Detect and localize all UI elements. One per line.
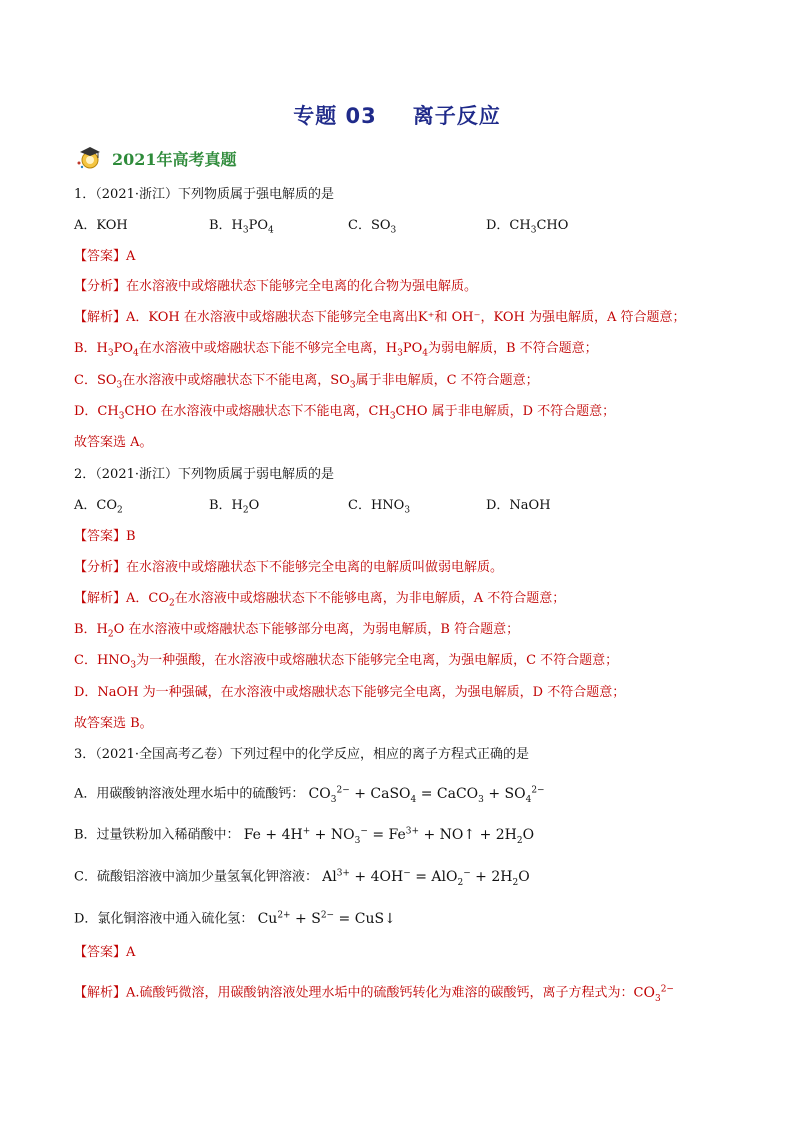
q2-option-c: C．$HNO_3$ (348, 498, 411, 516)
q1-option-a: A．KOH (74, 218, 128, 233)
q1-analysis: 【分析】在水溶液中或熔融状态下能够完全电离的化合物为强电解质。 (74, 279, 478, 294)
q3-equation-d: $Cu^{2+} + S^{2-}$ = CuS↓ (257, 910, 396, 927)
q2-explain-b: B．$H_2O$ 在水溶液中或熔融状态下能够部分电离，为弱电解质，B 符合题意； (74, 622, 520, 640)
section-label: 2021年高考真题 (112, 149, 237, 169)
q3-option-b: B．过量铁粉加入稀硝酸中： $Fe + 4H^+ + NO_3^- = Fe^{3+}$ + NO↑ + $2H_2O$ (74, 826, 535, 846)
q3-option-d: D．氯化铜溶液中通入硫化氢： $Cu^{2+} + S^{2-}$ = CuS↓ (74, 910, 396, 927)
q2-option-a: A．$CO_2$ (74, 498, 123, 516)
q1-option-d: D．$CH_3CHO$ (486, 218, 569, 236)
q1-explain-c: C．$SO_3$在水溶液中或熔融状态下不能电离，$SO_3$属于非电解质，C 不符合题意； (74, 373, 539, 391)
q1-explain-b: B．$H_3PO_4$在水溶液中或熔融状态下能不够完全电离，$H_3PO_4$为弱电解质，B 不符合题意； (74, 341, 598, 359)
section-header (74, 144, 237, 172)
q1-answer: 【答案】A (74, 249, 136, 264)
q3-option-a: A．用碳酸钠溶液处理水垢中的硫酸钙： $CO_3^{2-}$ + CaSO$_4$ = CaCO$_3$ + $SO_4^{2-}$ (74, 785, 545, 805)
q3-stem: 3．（2021·全国高考乙卷）下列过程中的化学反应，相应的离子方程式正确的是 (74, 747, 529, 762)
graduation-cap-icon (74, 145, 104, 171)
q2-explain-a: 【解析】A．$CO_2$在水溶液中或熔融状态下不能够电离，为非电解质，A 不符合题意； (74, 591, 566, 609)
q3-explain-a: 【解析】A.硫酸钙微溶，用碳酸钠溶液处理水垢中的硫酸钙转化为难溶的碳酸钙，离子方程式为：$CO_3^{2-}$ (74, 984, 674, 1004)
q3-equation-a: $CO_3^{2-}$ + CaSO$_4$ = CaCO$_3$ + $SO_4^{2-}$ (308, 785, 545, 805)
q1-option-b: B．$H_3PO_4$ (209, 218, 274, 236)
q3-answer: 【答案】A (74, 945, 136, 960)
q1-explain-a: 【解析】A．KOH 在水溶液中或熔融状态下能够完全电离出K⁺和 OH⁻，KOH 为强电解质，A 符合题意； (74, 310, 686, 325)
q2-conclusion: 故答案选 B。 (74, 716, 153, 731)
q1-explain-d: D．$CH_3CHO$ 在水溶液中或熔融状态下不能电离，$CH_3CHO$ 属于非电解质，D 不符合题意； (74, 404, 616, 422)
page-title: 专题 03 离子反应 (293, 104, 501, 128)
q3-equation-b: $Fe + 4H^+ + NO_3^- = Fe^{3+}$ + NO↑ + $2H_2O$ (243, 826, 535, 846)
q2-explain-c: C．$HNO_3$为一种强酸，在水溶液中或熔融状态下能够完全电离，为强电解质，C 不符合题意； (74, 653, 619, 671)
q2-option-d: D．NaOH (486, 498, 551, 513)
q1-option-c: C．$SO_3$ (348, 218, 397, 236)
q2-analysis: 【分析】在水溶液中或熔融状态下不能够完全电离的电解质叫做弱电解质。 (74, 560, 504, 575)
q3-option-c: C．硫酸铝溶液中滴加少量氢氧化钾溶液： $Al^{3+} + 4OH^- = AlO_2^- + 2H_2O$ (74, 868, 530, 888)
q1-conclusion: 故答案选 A。 (74, 435, 153, 450)
q2-answer: 【答案】B (74, 529, 136, 544)
q1-stem: 1．（2021·浙江）下列物质属于强电解质的是 (74, 187, 334, 202)
q2-option-b: B．$H_2O$ (209, 498, 260, 516)
q3-equation-c: $Al^{3+} + 4OH^- = AlO_2^- + 2H_2O$ (322, 868, 530, 888)
q2-stem: 2．（2021·浙江）下列物质属于弱电解质的是 (74, 467, 334, 482)
q2-explain-d: D．NaOH 为一种强碱，在水溶液中或熔融状态下能够完全电离，为强电解质，D 不符合题意； (74, 685, 626, 700)
